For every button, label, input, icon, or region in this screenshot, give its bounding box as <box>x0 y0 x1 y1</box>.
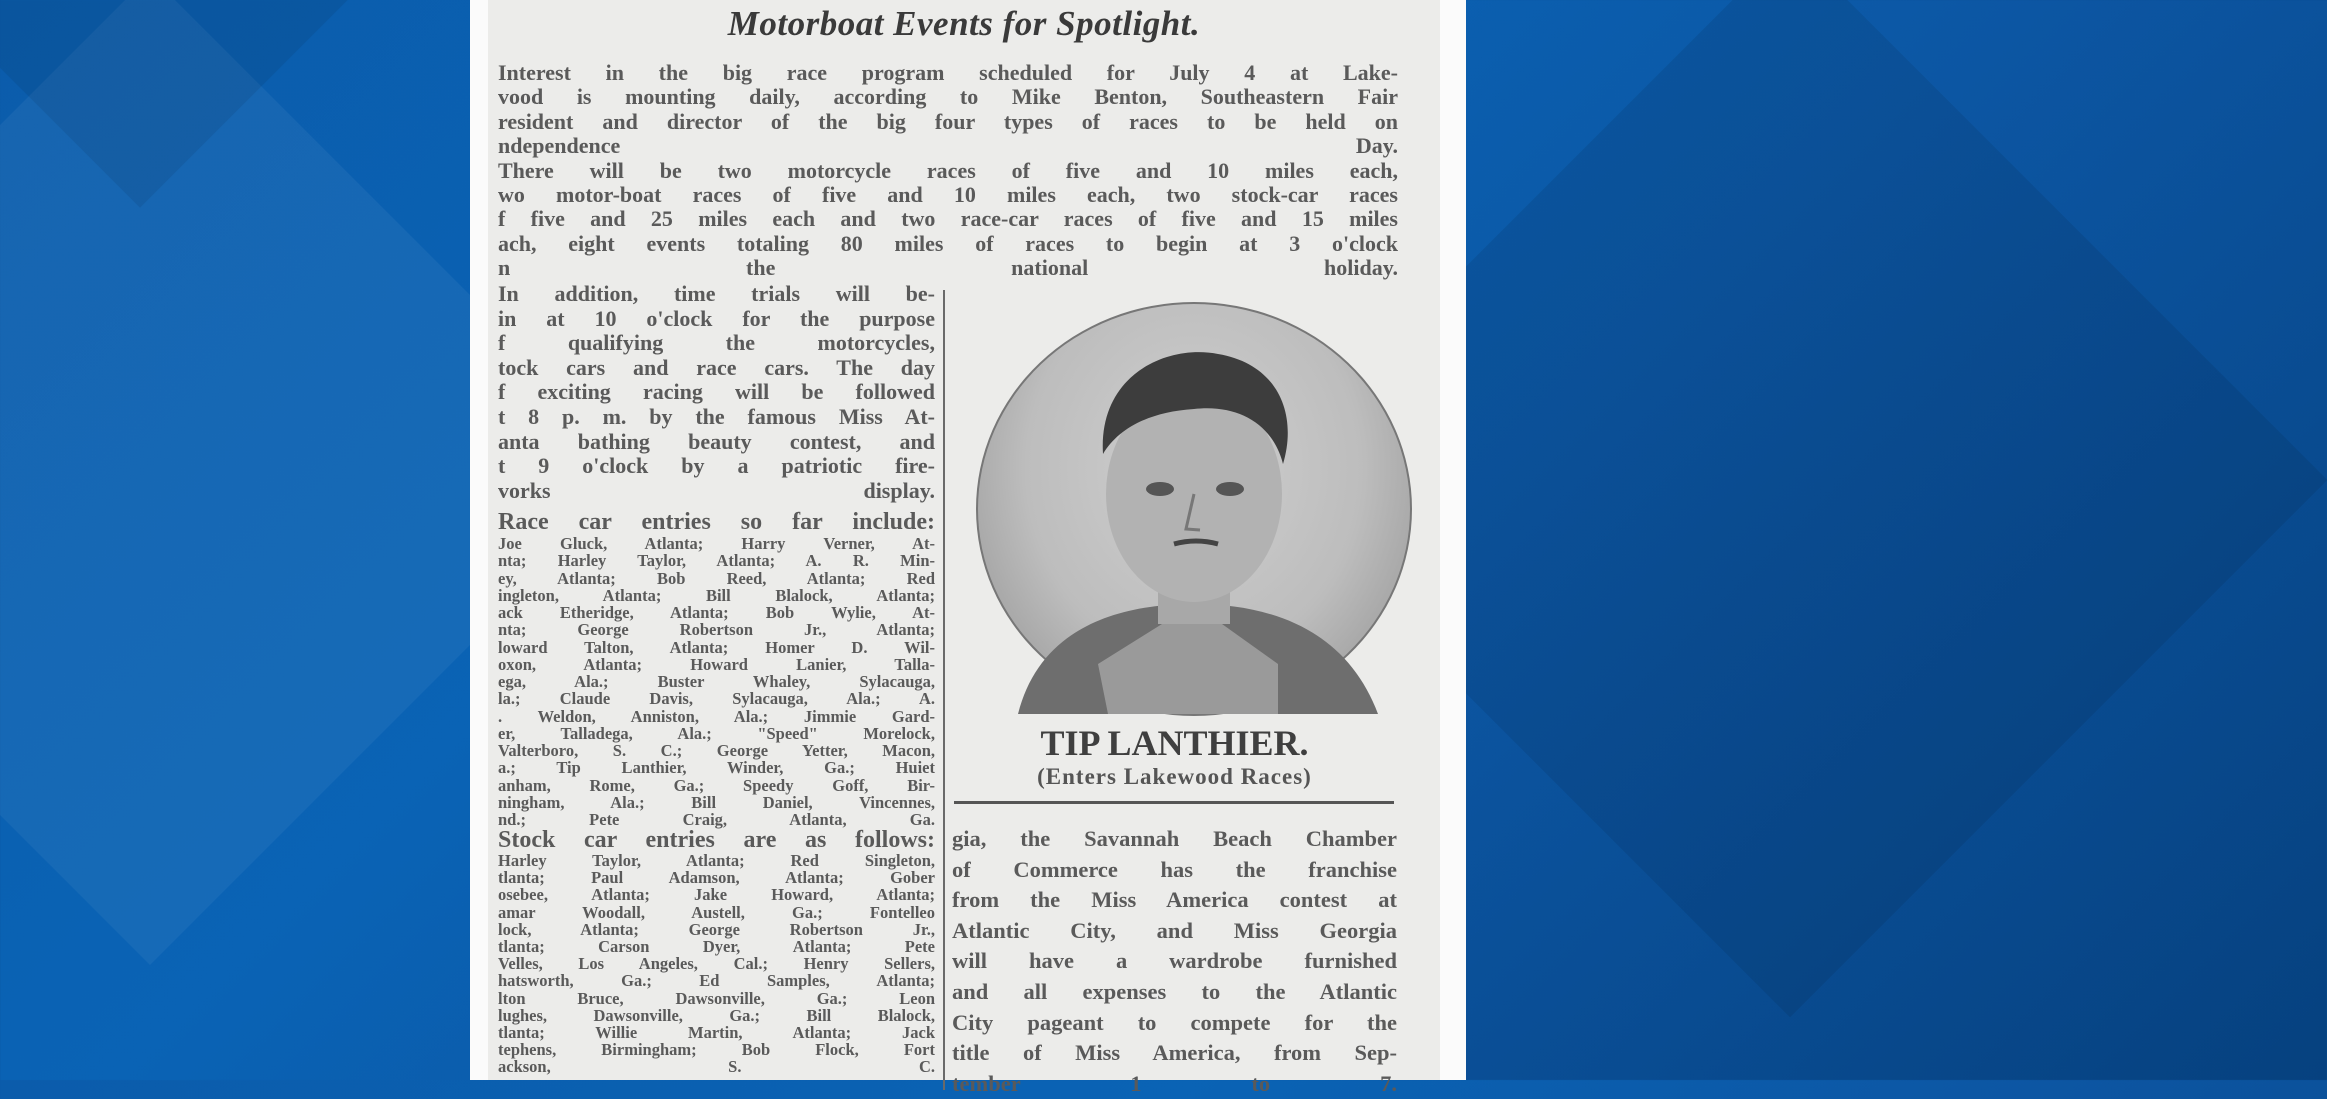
right-column-paragraph <box>952 824 1397 1099</box>
text-line: tock cars and race cars. The day <box>498 354 935 380</box>
text-line: title of Miss America, from Sep- <box>952 1040 1397 1066</box>
caption-rule <box>954 801 1394 804</box>
photo-caption-subtitle: (Enters Lakewood Races) <box>1037 764 1312 789</box>
text-line: anta bathing beauty contest, and <box>498 428 935 454</box>
stock-car-entries <box>498 852 935 1075</box>
text-line: er, Talladega, Ala.; "Speed" Morelock, <box>498 723 935 743</box>
text-line: ey, Atlanta; Bob Reed, Atlanta; Red <box>498 568 935 588</box>
text-line: osebee, Atlanta; Jake Howard, Atlanta; <box>498 885 935 905</box>
text-line: nta; George Robertson Jr., Atlanta; <box>498 620 935 640</box>
text-line: and all expenses to the Atlantic <box>952 978 1397 1004</box>
text-line: tlanta; Willie Martin, Atlanta; Jack <box>498 1022 935 1042</box>
text-line: lughes, Dawsonville, Ga.; Bill Blalock, <box>498 1005 935 1025</box>
text-line: ndependence Day. <box>498 133 1398 159</box>
text-line: tlanta; Carson Dyer, Atlanta; Pete <box>498 936 935 956</box>
race-car-heading-block <box>498 509 935 535</box>
text-line: Interest in the big race program scheduled for July 4 at Lake- <box>498 60 1398 85</box>
text-line: lton Bruce, Dawsonville, Ga.; Leon <box>498 988 935 1008</box>
text-line: n the national holiday. <box>498 255 1398 281</box>
text-line: t 9 o'clock by a patriotic fire- <box>498 453 935 479</box>
text-line: Harley Taylor, Atlanta; Red Singleton, <box>498 851 935 870</box>
text-line: f exciting racing will be followed <box>498 379 935 405</box>
text-line: ingleton, Atlanta; Bill Blalock, Atlanta; <box>498 585 935 605</box>
text-line: Valterboro, S. C.; George Yetter, Macon, <box>498 741 935 760</box>
newspaper-clipping <box>470 0 1466 1096</box>
text-line: t 8 p. m. by the famous Miss At- <box>498 403 935 429</box>
text-line: f qualifying the motorcycles, <box>498 330 935 356</box>
text-line: nta; Harley Taylor, Atlanta; A. R. Min- <box>498 551 935 571</box>
background-shape <box>0 0 508 208</box>
text-line: tephens, Birmingham; Bob Flock, Fort <box>498 1040 935 1060</box>
text-line: tlanta; Paul Adamson, Atlanta; Gober <box>498 868 935 888</box>
stock-car-heading-block <box>498 827 935 853</box>
text-line: la.; Claude Davis, Sylacauga, Ala.; A. <box>498 689 935 709</box>
intro-paragraphs <box>498 61 1398 281</box>
text-line: Velles, Los Angeles, Cal.; Henry Sellers, <box>498 954 935 974</box>
text-line: ackson, S. C. <box>498 1057 935 1077</box>
text-line: oxon, Atlanta; Howard Lanier, Talla- <box>498 654 935 674</box>
race-car-entries <box>498 535 935 828</box>
column-divider <box>943 290 945 1090</box>
time-trials-paragraph <box>498 282 935 503</box>
text-line: a.; Tip Lanthier, Winder, Ga.; Huiet <box>498 758 935 778</box>
text-line: gia, the Savannah Beach Chamber <box>952 826 1397 851</box>
text-line: ningham, Ala.; Bill Daniel, Vincennes, <box>498 792 935 812</box>
text-line: amar Woodall, Austell, Ga.; Fontelleo <box>498 902 935 922</box>
race-car-heading: Race car entries so far include: <box>498 509 935 535</box>
text-line: resident and director of the big four types of races to be held on <box>498 108 1398 134</box>
text-line: of Commerce has the franchise <box>952 856 1397 882</box>
text-line: loward Talton, Atlanta; Homer D. Wil- <box>498 637 935 657</box>
portrait-figure-icon <box>978 304 1410 714</box>
text-line: wo motor-boat races of five and 10 miles each, two stock-car races <box>498 181 1398 207</box>
text-line: . Weldon, Anniston, Ala.; Jimmie Gard- <box>498 706 935 726</box>
clipping-content <box>488 0 1440 1096</box>
text-line: Atlantic City, and Miss Georgia <box>952 917 1397 943</box>
text-line: ega, Ala.; Buster Whaley, Sylacauga, <box>498 672 935 691</box>
text-line: will have a wardrobe furnished <box>952 948 1397 974</box>
text-line: There will be two motorcycle races of five and 10 miles each, <box>498 157 1398 183</box>
text-line: vorks display. <box>498 477 935 503</box>
text-line: vood is mounting daily, according to Mike Benton, Southeastern Fair <box>498 84 1398 110</box>
text-line: Joe Gluck, Atlanta; Harry Verner, At- <box>498 534 935 553</box>
text-line: lock, Atlanta; George Robertson Jr., <box>498 919 935 939</box>
text-line: tember 1 to 7. <box>952 1070 1397 1096</box>
text-line: City pageant to compete for the <box>952 1009 1397 1035</box>
text-line: f five and 25 miles each and two race-car races of five and 15 miles <box>498 206 1398 232</box>
text-line: from the Miss America contest at <box>952 887 1397 913</box>
text-line: in at 10 o'clock for the purpose <box>498 305 935 331</box>
text-line: ack Etheridge, Atlanta; Bob Wylie, At- <box>498 603 935 622</box>
text-line: nd.; Pete Craig, Atlanta, Ga. <box>498 810 935 829</box>
text-line: hatsworth, Ga.; Ed Samples, Atlanta; <box>498 971 935 991</box>
headline: Motorboat Events for Spotlight. <box>727 4 1201 43</box>
stock-car-heading: Stock car entries are as follows: <box>498 827 935 853</box>
photo-caption-name: TIP LANTHIER. <box>1040 723 1309 763</box>
text-line: ach, eight events totaling 80 miles of races to begin at 3 o'clock <box>498 230 1398 256</box>
text-line: In addition, time trials will be- <box>498 281 935 306</box>
text-line: anham, Rome, Ga.; Speedy Goff, Bir- <box>498 775 935 795</box>
portrait-photo <box>976 302 1412 716</box>
